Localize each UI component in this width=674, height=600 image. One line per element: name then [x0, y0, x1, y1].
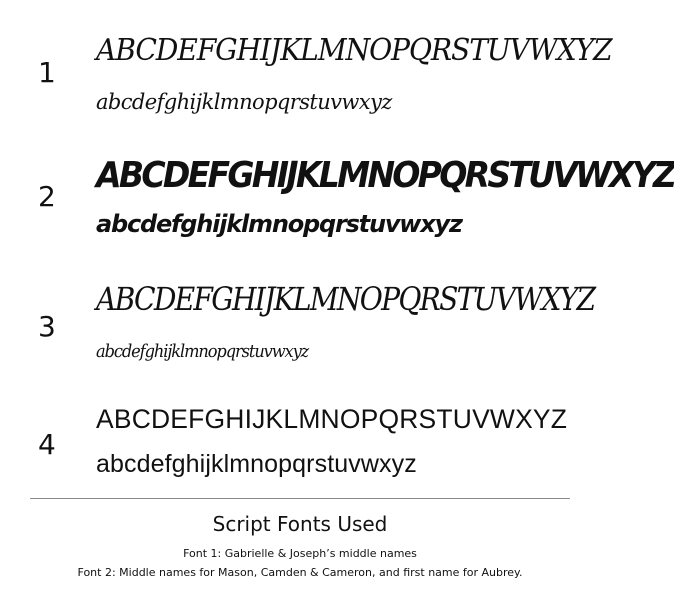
lowercase-alphabet: abcdefghijklmnopqrstuvwxyz	[96, 210, 462, 238]
divider	[30, 498, 570, 499]
lowercase-alphabet: abcdefghijklmnopqrstuvwxyz	[96, 341, 309, 362]
font-number: 3	[38, 310, 56, 343]
footer-note-font-1: Font 1: Gabrielle & Joseph’s middle names	[183, 547, 417, 560]
uppercase-alphabet: ABCDEFGHIJKLMNOPQRSTUVWXYZ	[96, 155, 674, 196]
font-number: 1	[38, 56, 56, 89]
uppercase-alphabet: ABCDEFGHIJKLMNOPQRSTUVWXYZ	[96, 33, 612, 68]
lowercase-alphabet: abcdefghijklmnopqrstuvwxyz	[96, 90, 392, 114]
uppercase-alphabet: ABCDEFGHIJKLMNOPQRSTUVWXYZ	[96, 404, 568, 434]
lowercase-alphabet: abcdefghijklmnopqrstuvwxyz	[96, 450, 417, 478]
uppercase-alphabet: ABCDEFGHIJKLMNOPQRSTUVWXYZ	[96, 280, 595, 318]
font-number: 4	[38, 428, 56, 461]
footer-title: Script Fonts Used	[212, 512, 388, 536]
footer-note-font-2: Font 2: Middle names for Mason, Camden & Cameron, and first name for Aubrey.	[77, 566, 523, 579]
font-number: 2	[38, 180, 56, 213]
